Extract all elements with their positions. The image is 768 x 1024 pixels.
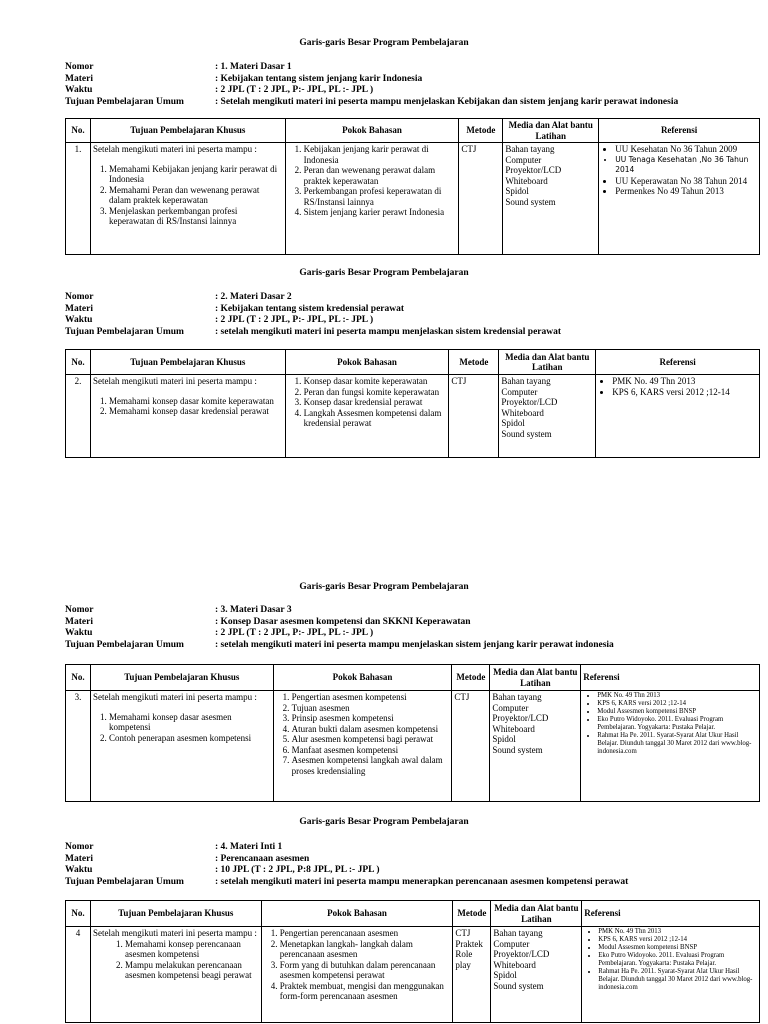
tujuan-item: 2. Mampu melakukan perencanaan asesmen kompetensi beagi perawat [125,960,259,981]
table-row [66,927,760,1023]
meta-key: Nomor [65,842,94,852]
media-item: Proyektor/LCD [505,165,562,175]
meta-key: Nomor [65,605,94,615]
meta-key: Materi [65,303,93,314]
pokok-item: 4. Sistem jenjang karier perawt Indonesia [304,207,457,218]
pokok-item: 2. Peran dan fungsi komite keperawatan [304,387,447,398]
header-tujuan: Tujuan Pembelajaran Khusus [90,350,285,375]
media-item: Computer [505,154,542,165]
section-title: Garis-garis Besar Program Pembelajaran [299,38,469,48]
referensi-item: • UU Keperawatan No 38 Tahun 2014 [615,176,757,187]
pokok-item: 2. Menetapkan langkah- langkah dalam perencanaan asesmen [280,939,451,960]
gbpp-table [65,900,760,1023]
media-item: Sound system [505,196,556,207]
meta-value: : 1. Materi Dasar 1 [215,62,292,72]
pokok-item: 3. Konsep dasar kredensial perawat [304,397,447,408]
gbpp-table [65,664,760,802]
pokok-item: 4. Aturan bukti dalam asesmen kompetensi [292,724,450,735]
tujuan-item: 3. Menjelaskan perkembangan profesi keperawatan di RS/Instansi lainnya [109,206,283,227]
tujuan-intro: Setelah mengikuti materi ini peserta mampu : [92,928,257,938]
tujuan-item: 2. Memahami konsep dasar kredensial perawat [109,406,283,417]
header-referensi: Referensi [582,901,760,927]
pokok-item: 7. Asesmen kompetensi langkah awal dalam proses kredensialing [292,755,450,776]
meta-key: Waktu [65,85,93,95]
referensi-item: • KPS 6, KARS versi 2012 ;12-14 [612,387,757,398]
gbpp-table [65,118,760,255]
referensi-item: • Modul Assesmen kompetensi BNSP [598,944,757,952]
pokok-item: 1. Kebijakan jenjang karir perawat di Indonesia [304,144,457,165]
meta-value: : 2 JPL (T : 2 JPL, P:- JPL, PL :- JPL ) [215,85,374,95]
media-item: Whiteboard [501,407,544,418]
header-no: No. [66,665,91,691]
referensi-item: • Modul Assesmen kompetensi BNSP [597,708,757,716]
pokok-item: 1. Pengertian perencanaan asesmen [280,928,451,939]
metode-cell: CTJ [449,375,499,458]
media-item: Sound system [501,428,552,439]
media-item: Computer [492,702,529,713]
media-item: Proyektor/LCD [492,713,549,723]
meta-key: Tujuan Pembelajaran Umum [65,876,184,887]
referensi-item: • Rahmat Ha Pe. 2011. Syarat-Syarat Alat Ukur Hasil Belajar. Diunduh tanggal 30 Maret 2012 dari www.blog-indonesia.com [598,968,757,992]
media-item: Spidol [492,734,516,744]
metode-cell: CTJ [459,143,503,255]
meta-value: : Perencanaan asesmen [215,853,310,864]
media-item: Sound system [492,744,543,755]
pokok-item: 3. Form yang di butuhkan dalam perencanaan asesmen kompetensi perawat [280,960,451,981]
header-metode: Metode [452,665,490,691]
pokok-item: 3. Perkembangan profesi keperawatan di RS/Instansi lainnya [304,186,457,207]
tujuan-intro: Setelah mengikuti materi ini peserta mampu : [92,376,257,386]
media-item: Whiteboard [493,959,536,970]
pokok-item: 2. Tujuan asesmen [292,703,450,714]
meta-value: : Setelah mengikuti materi ini peserta mampu menjelaskan Kebijakan dan sistem jenjang karir perawat indonesia [215,96,679,107]
meta-key: Nomor [65,292,94,302]
meta-key: Materi [65,853,93,864]
referensi-cell [599,143,760,255]
header-no: No. [66,901,91,927]
referensi-item: • UU Tenaga Kesehatan ,No 36 Tahun 2014 [615,155,757,176]
pokok-item: 3. Prinsip asesmen kompetensi [292,713,450,724]
table-row [66,143,760,255]
tujuan-item: 2. Memahami Peran dan wewenang perawat dalam praktek keperawatan [109,185,283,206]
tujuan-cell [90,375,285,458]
referensi-item: • Rahmat Ha Pe. 2011. Syarat-Syarat Alat Ukur Hasil Belajar. Diunduh tanggal 30 Maret 2012 dari www.blog-indonesia.com [597,732,757,756]
media-item: Bahan tayang [505,144,555,154]
media-item: Sound system [493,980,544,991]
pokok-cell [273,691,452,802]
referensi-item: • Permenkes No 49 Tahun 2013 [615,186,757,197]
media-item: Spidol [501,418,525,428]
tujuan-cell [90,927,261,1023]
header-no: No. [66,350,91,375]
pokok-cell [285,375,449,458]
media-cell [491,927,582,1023]
header-pokok: Pokok Bahasan [273,665,452,691]
referensi-item: • PMK No. 49 Thn 2013 [612,376,757,387]
meta-value: : setelah mengikuti materi ini peserta mampu menjelaskan sistem kredensial perawat [215,326,562,337]
header-tujuan: Tujuan Pembelajaran Khusus [90,901,261,927]
row-number: 2. [66,375,91,458]
header-media: Media dan Alat bantu Latihan [490,665,581,691]
pokok-cell [285,143,459,255]
tujuan-intro: Setelah mengikuti materi ini peserta mampu : [92,692,257,702]
tujuan-item: 2. Contoh penerapan asesmen kompetensi [109,733,271,744]
meta-key: Tujuan Pembelajaran Umum [65,639,184,650]
media-item: Spidol [493,970,517,980]
pokok-item: 6. Manfaat asesmen kompetensi [292,745,450,756]
tujuan-cell [90,691,273,802]
meta-value: : setelah mengikuti materi ini peserta mampu menjelaskan sistem jenjang karir perawat indonesia [215,639,614,650]
table-row [66,691,760,802]
header-metode: Metode [453,901,491,927]
tujuan-item: 1. Memahami konsep dasar komite keperawatan [109,396,283,407]
section-meta [65,292,561,338]
referensi-item: • Eko Putro Widoyoko. 2011. Evaluasi Program Pembelajaran. Yogyakarta: Pustaka Pelajar. [598,952,757,968]
header-media: Media dan Alat bantu Latihan [499,350,596,375]
header-media: Media dan Alat bantu Latihan [503,119,599,143]
referensi-item: • UU Kesehatan No 36 Tahun 2009 [615,144,757,155]
tujuan-cell [90,143,285,255]
section-title: Garis-garis Besar Program Pembelajaran [299,582,469,592]
metode-cell: CTJ [452,691,490,802]
media-item: Whiteboard [492,723,535,734]
header-pokok: Pokok Bahasan [285,350,449,375]
referensi-cell [581,691,760,802]
header-tujuan: Tujuan Pembelajaran Khusus [90,665,273,691]
meta-value: : 2. Materi Dasar 2 [215,292,292,302]
referensi-item: • Eko Putro Widoyoko. 2011. Evaluasi Program Pembelajaran. Yogyakarta: Pustaka Pelajar. [597,716,757,732]
meta-value: : 10 JPL (T : 2 JPL, P:8 JPL, PL :- JPL ) [215,865,380,875]
meta-key: Materi [65,616,93,627]
pokok-item: 2. Peran dan wewenang perawat dalam praktek keperawatan [304,165,457,186]
meta-value: : Kebijakan tentang sistem kredensial perawat [215,303,405,314]
media-cell [503,143,599,255]
pokok-item: 4. Praktek membuat, mengisi dan menggunakan form-form perencanaan asesmen [280,981,451,1002]
header-metode: Metode [449,350,499,375]
pokok-item: 5. Alur asesmen kompetensi bagi perawat [292,734,450,745]
tujuan-item: 1. Memahami konsep dasar asesmen kompetensi [109,712,271,733]
media-item: Whiteboard [505,175,548,186]
media-item: Proyektor/LCD [493,949,550,959]
meta-key: Tujuan Pembelajaran Umum [65,96,184,107]
referensi-cell [582,927,760,1023]
header-media: Media dan Alat bantu Latihan [491,901,582,927]
meta-value: : 3. Materi Dasar 3 [215,605,292,615]
meta-value: : Kebijakan tentang sistem jenjang karir Indonesia [215,73,423,84]
section-title: Garis-garis Besar Program Pembelajaran [299,817,469,827]
header-referensi: Referensi [596,350,760,375]
section-meta [65,605,614,651]
tujuan-item: 1. Memahami konsep perencanaan asesmen kompetensi [125,939,259,960]
row-number: 4 [66,927,91,1023]
header-pokok: Pokok Bahasan [261,901,453,927]
section-meta [65,842,628,888]
meta-key: Tujuan Pembelajaran Umum [65,326,184,337]
media-cell [490,691,581,802]
pokok-item: 1. Pengertian asesmen kompetensi [292,692,450,703]
media-item: Bahan tayang [501,376,551,386]
row-number: 1. [66,143,91,255]
metode-cell: CTJ Praktek Role play [453,927,491,1023]
media-item: Spidol [505,186,529,196]
pokok-item: 4. Langkah Assesmen kompetensi dalam kredensial perawat [304,408,447,429]
referensi-item: • PMK No. 49 Thn 2013 [598,928,757,936]
referensi-item: • KPS 6, KARS versi 2012 ;12-14 [597,700,757,708]
media-item: Computer [501,386,538,397]
meta-value: : 2 JPL (T : 2 JPL, P:- JPL, PL :- JPL ) [215,628,374,638]
header-tujuan: Tujuan Pembelajaran Khusus [90,119,285,143]
media-item: Bahan tayang [492,692,542,702]
meta-key: Nomor [65,62,94,72]
meta-key: Materi [65,73,93,84]
referensi-cell [596,375,760,458]
referensi-item: • KPS 6, KARS versi 2012 ;12-14 [598,936,757,944]
meta-value: : 2 JPL (T : 2 JPL, P:- JPL, PL :- JPL ) [215,315,374,325]
row-number: 3. [66,691,91,802]
media-item: Computer [493,938,530,949]
meta-value: : Konsep Dasar asesmen kompetensi dan SKKNI Keperawatan [215,616,471,627]
table-row [66,375,760,458]
meta-value: : setelah mengikuti materi ini peserta mampu menerapkan perencanaan asesmen kompetensi perawat [215,876,629,887]
section-title: Garis-garis Besar Program Pembelajaran [299,268,469,278]
referensi-item: • PMK No. 49 Thn 2013 [597,692,757,700]
header-metode: Metode [459,119,503,143]
section-meta [65,62,678,108]
tujuan-intro: Setelah mengikuti materi ini peserta mampu : [92,144,257,154]
meta-value: : 4. Materi Inti 1 [215,842,283,852]
header-pokok: Pokok Bahasan [285,119,459,143]
media-cell [499,375,596,458]
header-no: No. [66,119,91,143]
meta-key: Waktu [65,628,93,638]
tujuan-item: 1. Memahami Kebijakan jenjang karir perawat di Indonesia [109,164,283,185]
meta-key: Waktu [65,865,93,875]
meta-key: Waktu [65,315,93,325]
media-item: Proyektor/LCD [501,397,558,407]
header-referensi: Referensi [599,119,760,143]
media-item: Bahan tayang [493,928,543,938]
pokok-cell [261,927,453,1023]
header-referensi: Referensi [581,665,760,691]
gbpp-table [65,349,760,458]
pokok-item: 1. Konsep dasar komite keperawatan [304,376,447,387]
